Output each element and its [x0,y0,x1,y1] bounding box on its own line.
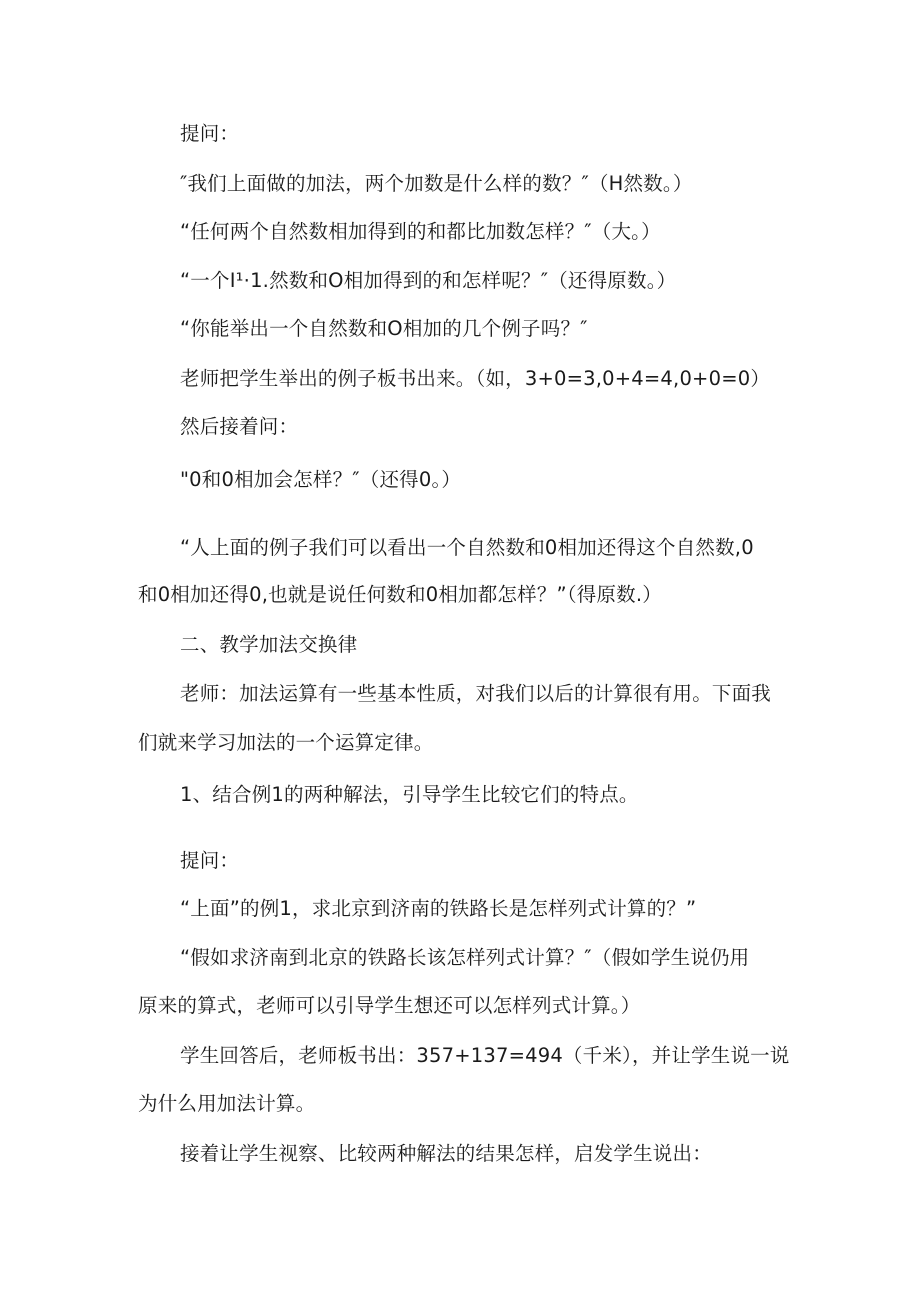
paragraph-conclusion-line-2: 和0相加还得0,也就是说任何数和0相加都怎样？”（得原数.） [138,583,662,606]
paragraph-board-answer-line-1: 学生回答后，老师板书出：357+137=494（千米），并让学生说一说 [180,1044,790,1067]
paragraph-zero-sum-question: “一个I¹·1.然数和O相加得到的和怎样呢？″（还得原数。） [180,269,677,292]
paragraph-teacher-intro-line-2: 们就来学习加法的一个运算定律。 [138,731,434,754]
paragraph-reverse-route-line-1: “假如求济南到北京的铁路长该怎样列式计算？″（假如学生说仍用 [180,946,750,969]
section-heading-commutative-law: 二、教学加法交换律 [180,633,358,656]
paragraph-board-examples: 老师把学生举出的例子板书出来。（如，3+0=3,0+4=4,0+0=0） [180,367,771,390]
paragraph-follow-up: 然后接着问： [180,415,299,438]
paragraph-sum-question: “任何两个自然数相加得到的和都比加数怎样？″（大。） [180,220,661,243]
paragraph-zero-plus-zero: "0和0相加会怎样？″（还得0。） [180,468,462,491]
paragraph-addend-question: ″我们上面做的加法，两个加数是什么样的数？″（H然数。） [180,172,693,195]
paragraph-compare-results: 接着让学生视察、比较两种解法的结果怎样，启发学生说出： [180,1142,712,1165]
paragraph-question-label-2: 提问： [180,849,240,872]
paragraph-example-1-question: “上面”的例1，求北京到济南的铁路长是怎样列式计算的？” [180,897,697,920]
paragraph-board-answer-line-2: 为什么用加法计算。 [138,1092,316,1115]
paragraph-conclusion-line-1: “人上面的例子我们可以看出一个自然数和0相加还得这个自然数,0 [180,536,754,559]
paragraph-step-1: 1、结合例1的两种解法，引导学生比较它们的特点。 [180,783,639,806]
paragraph-reverse-route-line-2: 原来的算式，老师可以引导学生想还可以怎样列式计算。） [138,994,641,1017]
paragraph-example-question: “你能举出一个自然数和O相加的几个例子吗？″ [180,317,588,340]
paragraph-teacher-intro-line-1: 老师：加法运算有一些基本性质，对我们以后的计算很有用。下面我 [180,682,772,705]
paragraph-question-label-1: 提问： [180,122,240,145]
